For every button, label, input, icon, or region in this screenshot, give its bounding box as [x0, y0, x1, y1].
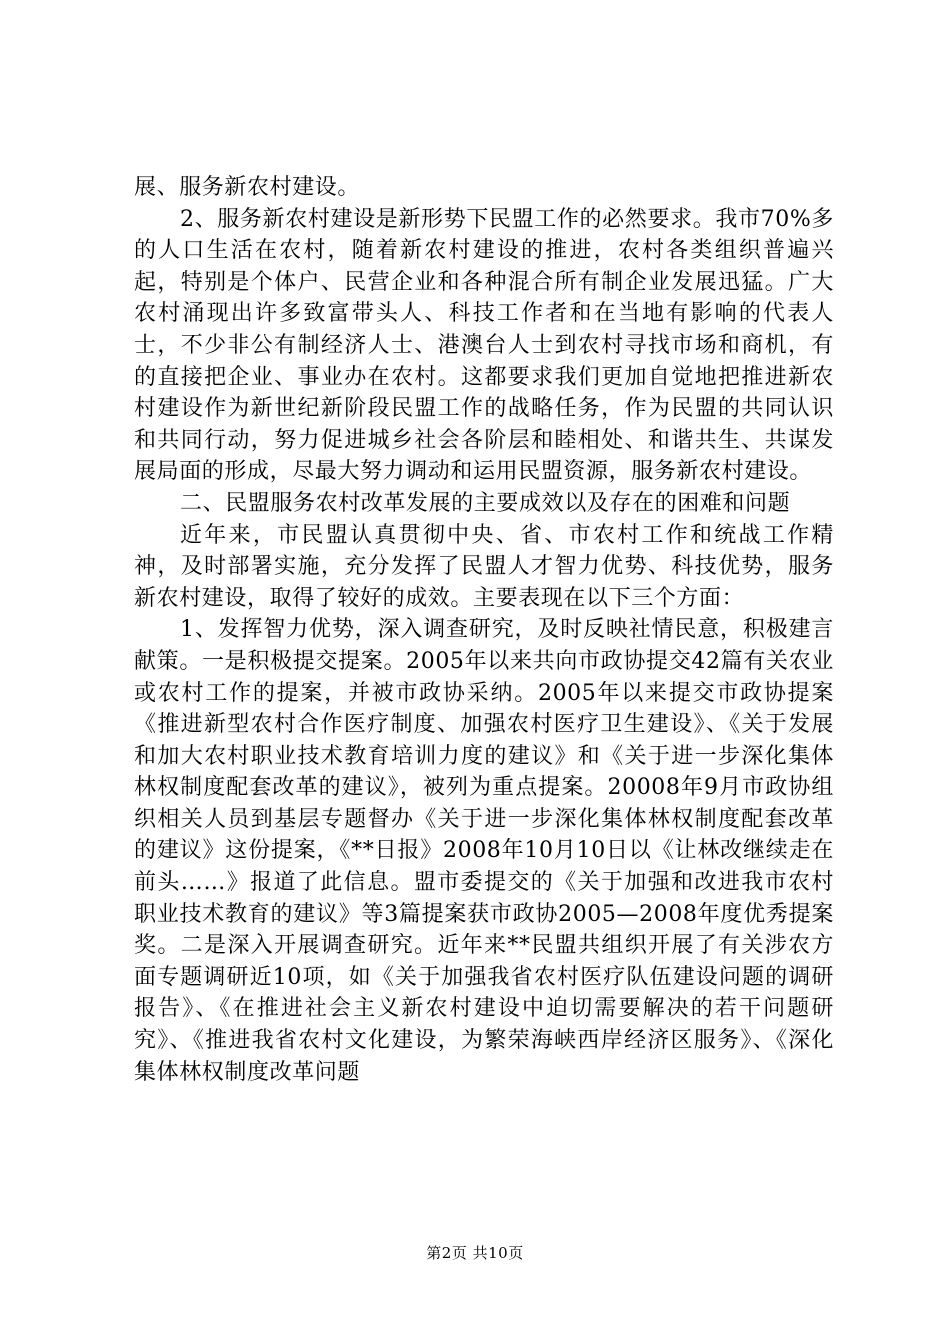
document-body: [134, 172, 834, 1088]
page-footer: 第2页 共10页: [426, 1244, 524, 1262]
paragraph-point-1: 1、发挥智力优势，深入调查研究，及时反映社情民意，积极建言献策。一是积极提交提案。2005年以来共向市政协提交42篇有关农业或农村工作的提案，并被市政协采纳。2005年以来提交市政协提案《推进新型农村合作医疗制度、加强农村医疗卫生建设》、《关于发展和加大农村职业技术教育培训力度的建议》和《关于进一步深化集体林权制度配套改革的建议》，被列为重点提案。20008年9月市政协组织相关人员到基层专题督办《关于进一步深化集体林权制度配套改革的建议》这份提案，《**日报》2008年10月10日以《让林改继续走在前头……》报道了此信息。盟市委提交的《关于加强和改进我市农村职业技术教育的建议》等3篇提案获市政协2005—2008年度优秀提案奖。二是深入开展调查研究。近年来**民盟共组织开展了有关涉农方面专题调研近10项，如《关于加强我省农村医疗队伍建设问题的调研报告》、《在推进社会主义新农村建设中迫切需要解决的若干问题研究》、《推进我省农村文化建设，为繁荣海峡西岸经济区服务》、《深化集体林权制度改革问题: [134, 617, 834, 1085]
section-heading-2: 二、民盟服务农村改革发展的主要成效以及存在的困难和问题: [180, 490, 791, 516]
paragraph-point-2: 2、服务新农村建设是新形势下民盟工作的必然要求。我市70%多的人口生活在农村，随着新农村建设的推进，农村各类组织普遍兴起，特别是个体户、民营企业和各种混合所有制企业发展迅猛。广大农村涌现出许多致富带头人、科技工作者和在当地有影响的代表人士，不少非公有制经济人士、港澳台人士到农村寻找市场和商机，有的直接把企业、事业办在农村。这都要求我们更加自觉地把推进新农村建设作为新世纪新阶段民盟工作的战略任务，作为民盟的共同认识和共同行动，努力促进城乡社会各阶层和睦相处、和谐共生、共谋发展局面的形成，尽最大努力调动和运用民盟资源，服务新农村建设。: [134, 206, 834, 485]
paragraph-overview: 近年来，市民盟认真贯彻中央、省、市农村工作和统战工作精神，及时部署实施，充分发挥了民盟人才智力优势、科技优势，服务新农村建设，取得了较好的成效。主要表现在以下三个方面：: [134, 522, 834, 611]
paragraph-continuation: 展、服务新农村建设。: [134, 175, 361, 200]
